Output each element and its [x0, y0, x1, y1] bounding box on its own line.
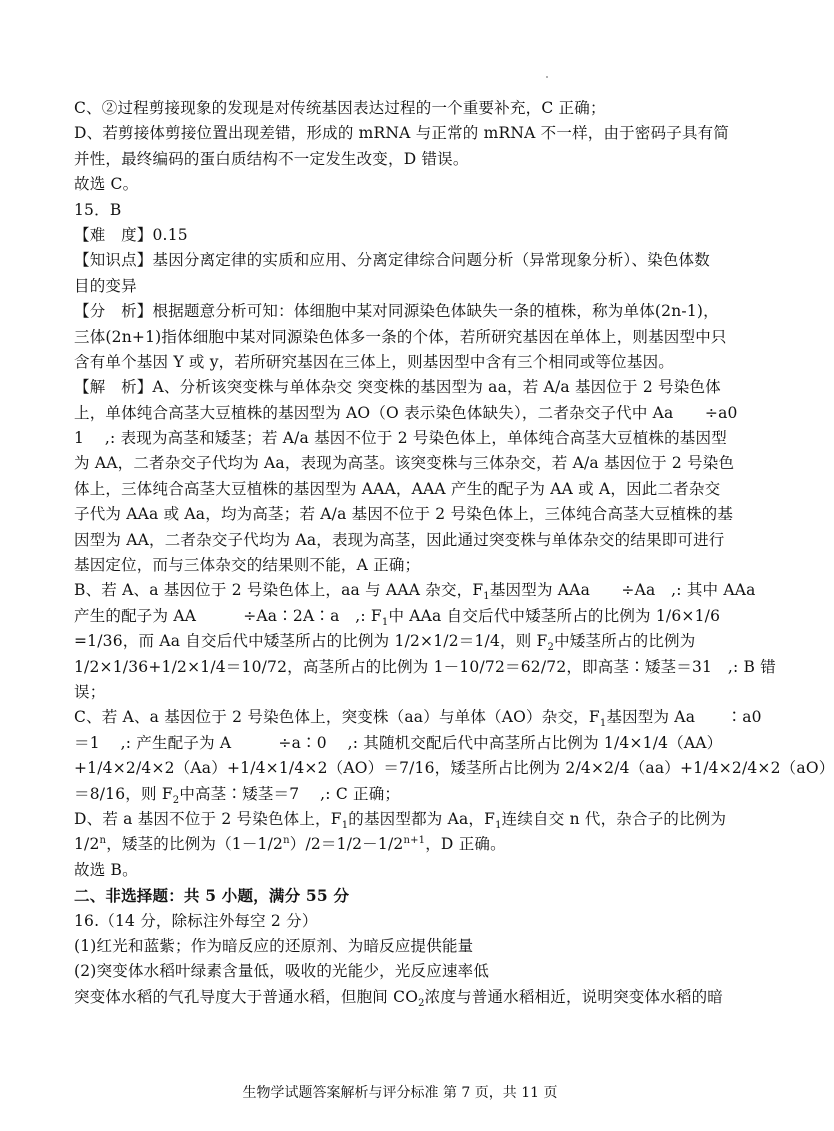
text-line: ＝1 ,: 产生配子为 A ÷a∶0 ,: 其随机交配后代中高茎所占比例为 1/4×1/4（AA） [74, 733, 723, 752]
text-line: 故选 B。 [74, 860, 138, 879]
explanation-line: 【解 析】A、分析该突变株与单体杂交 突变株的基因型为 aa，若 A/a 基因位于 2 号染色体 [74, 378, 721, 397]
section-heading: 二、非选择题：共 5 小题，满分 55 分 [74, 886, 350, 906]
text-line: 误； [74, 682, 106, 701]
text-line: B、若 A、a 基因位于 2 号染色体上，aa 与 AAA 杂交，$F_1$基因型为 AAa ÷Aa ,: 其中 AAa [74, 581, 756, 603]
text-line: 目的变异 [74, 276, 137, 295]
text-line: 1/2×1/36+1/2×1/4＝10/72，高茎所占的比例为 1－10/72＝62/72，即高茎∶矮茎＝31 ,: B 错 [74, 657, 776, 676]
knowledge-point-line: 【知识点】基因分离定律的实质和应用、分离定律综合问题分析（异常现象分析）、染色体数 [74, 251, 710, 270]
text-line: 产生的配子为 AA ÷Aa∶2A∶a ,: $F_1$中 AAa 自交后代中矮茎所占的比例为 1/6×1/6 [74, 606, 721, 628]
text-line: ＝8/16，则 $F_2$中高茎∶矮茎＝7 ,: C 正确； [74, 784, 401, 806]
text-line: 基因定位，而与三体杂交的结果则不能，A 正确； [74, 556, 421, 575]
text-line: 1/2$^n$，矮茎的比例为$(1-1/2^n)/2=1/2-1/2^{n+1}$，D 正确。 [74, 835, 506, 854]
text-line: 突变体水稻的气孔导度大于普通水稻，但胞间 $CO_2$浓度与普通水稻相近，说明突变体水稻的暗 [74, 987, 723, 1009]
text-line: D、若 a 基因不位于 2 号染色体上，$F_1$的基因型都为 Aa，$F_1$连续自交 n 代，杂合子的比例为 [74, 809, 727, 832]
text-line: 体上，三体纯合高茎大豆植株的基因型为 AAA，AAA 产生的配子为 AA 或 A，因此二者杂交 [74, 479, 721, 498]
analysis-line: 【分 析】根据题意分析可知：体细胞中某对同源染色体缺失一条的植株，称为单体(2n-1)， [74, 302, 719, 321]
text-line: (1)红光和蓝紫；作为暗反应的还原剂、为暗反应提供能量 [74, 936, 474, 955]
page-footer: 生物学试题答案解析与评分标准 第 7 页，共 11 页 [242, 1085, 558, 1101]
answer-content [74, 96, 834, 1010]
difficulty-line: 【难 度】0.15 [74, 225, 188, 244]
text-line: 三体(2n+1)指体细胞中某对同源染色体多一条的个体，若所研究基因在单体上，则基因型中只 [74, 327, 727, 346]
text-line: 含有单个基因 Y 或 y，若所研究基因在三体上，则基因型中含有三个相同或等位基因。 [74, 352, 674, 371]
scan-speck [546, 76, 548, 78]
text-line: 因型为 AA，二者杂交子代均为 Aa，表现为高茎，因此通过突变株与单体杂交的结果即可进行 [74, 530, 725, 549]
text-line: (2)突变体水稻叶绿素含量低，吸收的光能少，光反应速率低 [74, 962, 490, 981]
text-line: 子代为 AAa 或 Aa，均为高茎；若 A/a 基因不位于 2 号染色体上，三体纯合高茎大豆植株的基 [74, 505, 734, 524]
text-line: =1/36，而 Aa 自交后代中矮茎所占的比例为 1/2×1/2＝1/4，则 $F_2$中矮茎所占的比例为 [74, 632, 696, 654]
text-line: 故选 C。 [74, 175, 139, 194]
text-line: 1 ,: 表现为高茎和矮茎；若 A/a 基因不位于 2 号染色体上，单体纯合高茎大豆植株的基因型 [74, 429, 727, 448]
text-line: 为 AA，二者杂交子代均为 Aa，表现为高茎。该突变株与三体杂交，若 A/a 基因位于 2 号染色 [74, 454, 735, 473]
text-line: 上，单体纯合高茎大豆植株的基因型为 AO（O 表示染色体缺失），二者杂交子代中 Aa ÷a0 [74, 403, 738, 422]
text-line: C、②过程剪接现象的发现是对传统基因表达过程的一个重要补充，C 正确； [74, 99, 606, 117]
question-number: 16.（14 分，除标注外每空 2 分） [74, 911, 318, 930]
question-number: 15．B [74, 200, 122, 219]
text-line: D、若剪接体剪接位置出现差错，形成的 mRNA 与正常的 mRNA 不一样，由于密码子具有简 [74, 124, 730, 143]
text-line: C、若 A、a 基因位于 2 号染色体上，突变株（aa）与单体（AO）杂交，$F_1$基因型为 Aa ∶a0 [74, 708, 762, 730]
text-line: 并性，最终编码的蛋白质结构不一定发生改变，D 错误。 [74, 149, 469, 168]
text-line: +1/4×2/4×2（Aa）+1/4×1/4×2（AO）＝7/16，矮茎所占比例为 2/4×2/4（aa）+1/4×2/4×2（aO） [74, 759, 834, 778]
